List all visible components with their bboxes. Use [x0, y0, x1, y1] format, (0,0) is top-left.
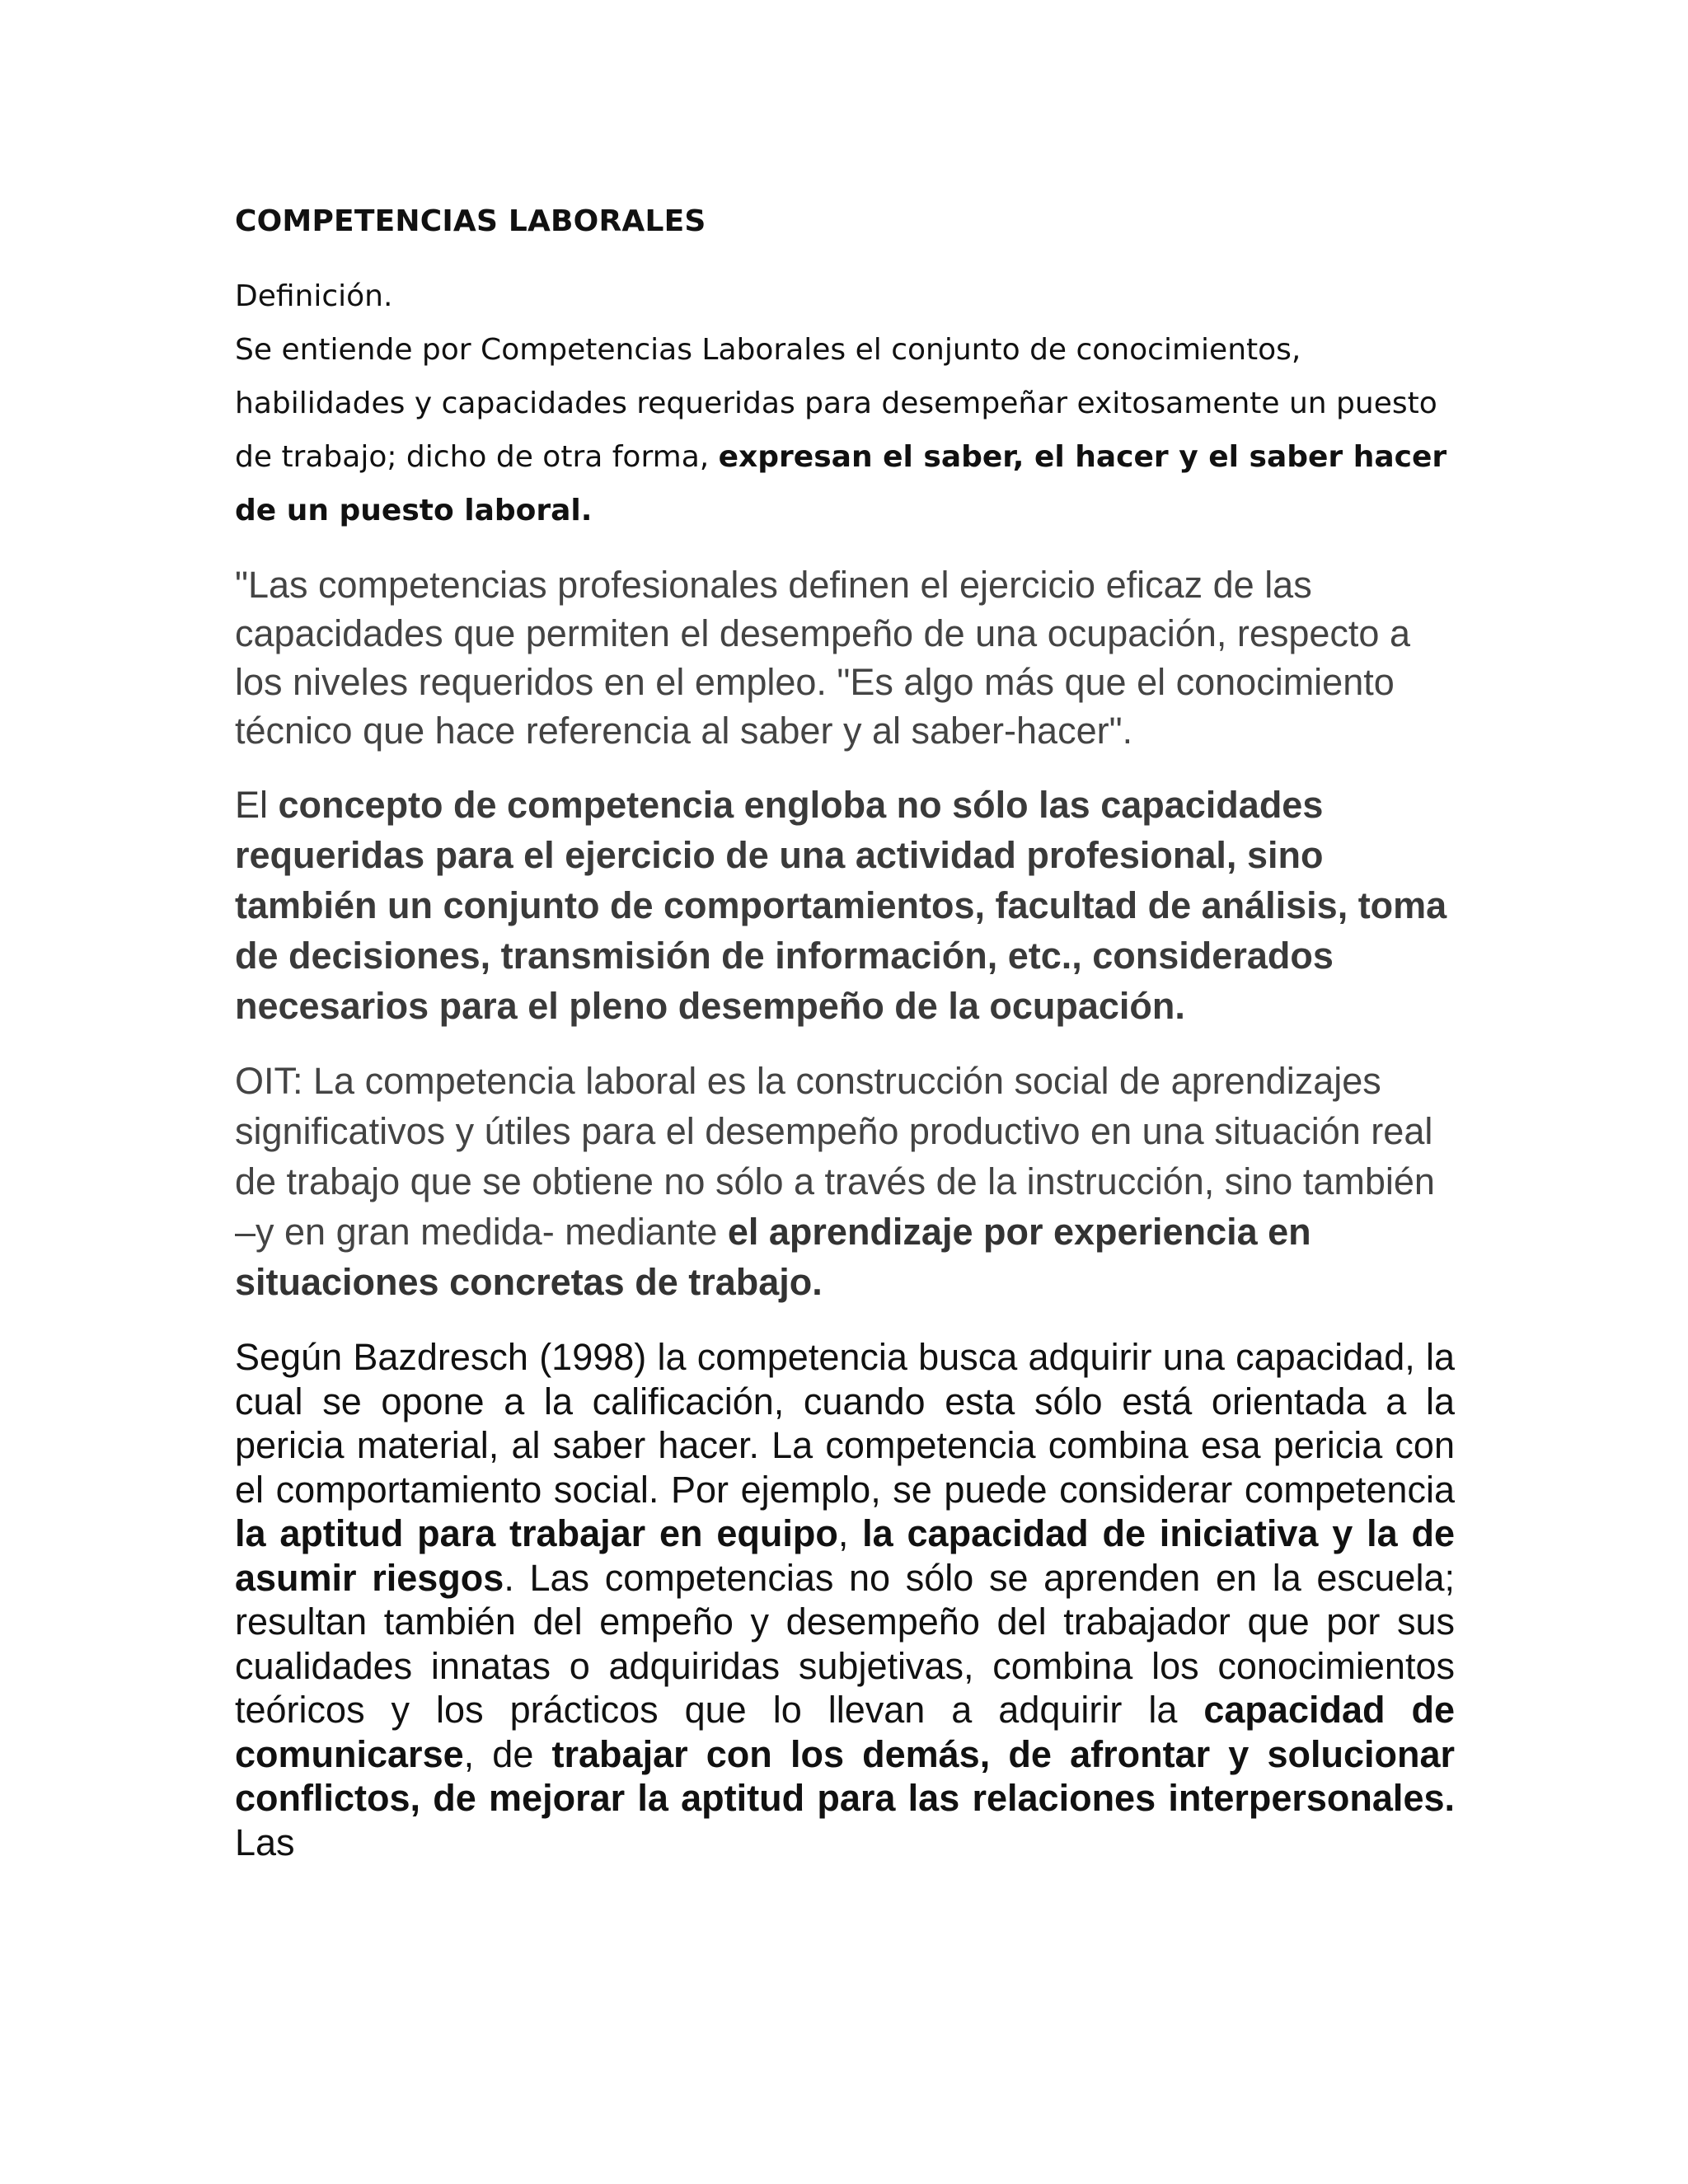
concept-lead: El — [235, 784, 279, 826]
bazdresch-text-5: Las — [235, 1821, 295, 1863]
bazdresch-text-2: , — [837, 1512, 863, 1554]
document-content — [235, 194, 1455, 1864]
definition-heading: Definición. — [235, 279, 393, 313]
definition-bold-text: expresan el saber, el hacer y el saber hacer de un puesto laboral. — [235, 440, 1447, 527]
bazdresch-bold-1: la aptitud para trabajar en equipo — [235, 1512, 838, 1554]
bazdresch-bold-2: la capacidad de iniciativa y la de asumir riesgos — [235, 1512, 1455, 1599]
quote-paragraph: "Las competencias profesionales definen el ejercicio eficaz de las capacidades que permiten el desempeño de una ocupación, respecto a los niveles requeridos en el empleo. "Es algo más que el conocimiento técnico que hace referencia al saber y al saber-hacer". — [235, 564, 1410, 752]
bazdresch-text-1: Según Bazdresch (1998) la competencia busca adquirir una capacidad, la cual se opone a la calificación, cuando esta sólo está orientada a la pericia material, al saber hacer. La competencia combina esa pericia con el comportamiento social. Por ejemplo, se puede considerar competencia — [235, 1336, 1455, 1511]
oit-paragraph — [235, 1056, 1455, 1307]
document-title: COMPETENCIAS LABORALES — [235, 204, 706, 238]
bazdresch-bold-4: trabajar con los demás, de afrontar y solucionar conflictos, de mejorar la aptitud para las relaciones interpersonales. — [235, 1732, 1456, 1819]
definition-paragraph — [235, 323, 1455, 537]
bazdresch-paragraph — [235, 1335, 1455, 1864]
oit-bold-text: el aprendizaje por experiencia en situaciones concretas de trabajo. — [235, 1211, 1311, 1303]
concept-paragraph — [235, 780, 1455, 1031]
definition-section — [235, 269, 1455, 537]
definition-text: Se entiende por Competencias Laborales el conjunto de conocimientos, habilidades y capacidades requeridas para desempeñar exitosamente un puesto de trabajo; dicho de otra forma, — [235, 333, 1437, 474]
bazdresch-bold-3: capacidad de comunicarse — [235, 1689, 1455, 1775]
oit-text: OIT: La competencia laboral es la construcción social de aprendizajes significativos y útiles para el desempeño productivo en una situación real de trabajo que se obtiene no sólo a través de la instrucción, sino también –y en gran medida- mediante — [235, 1060, 1435, 1253]
concept-bold-text: concepto de competencia engloba no sólo las capacidades requeridas para el ejercicio de una actividad profesional, sino también un conjunto de comportamientos, facultad de análisis, toma de decisiones, transmisión de información, etc., considerados necesarios para el pleno desempeño de la ocupación. — [235, 784, 1447, 1027]
bazdresch-text-3: . Las competencias no sólo se aprenden en la escuela; resultan también del empeño y desempeño del trabajador que por sus cualidades innatas o adquiridas subjetivas, combina los conocimientos teóricos y los prácticos que lo llevan a adquirir la — [235, 1556, 1455, 1731]
bazdresch-text-4: , de — [463, 1732, 552, 1775]
